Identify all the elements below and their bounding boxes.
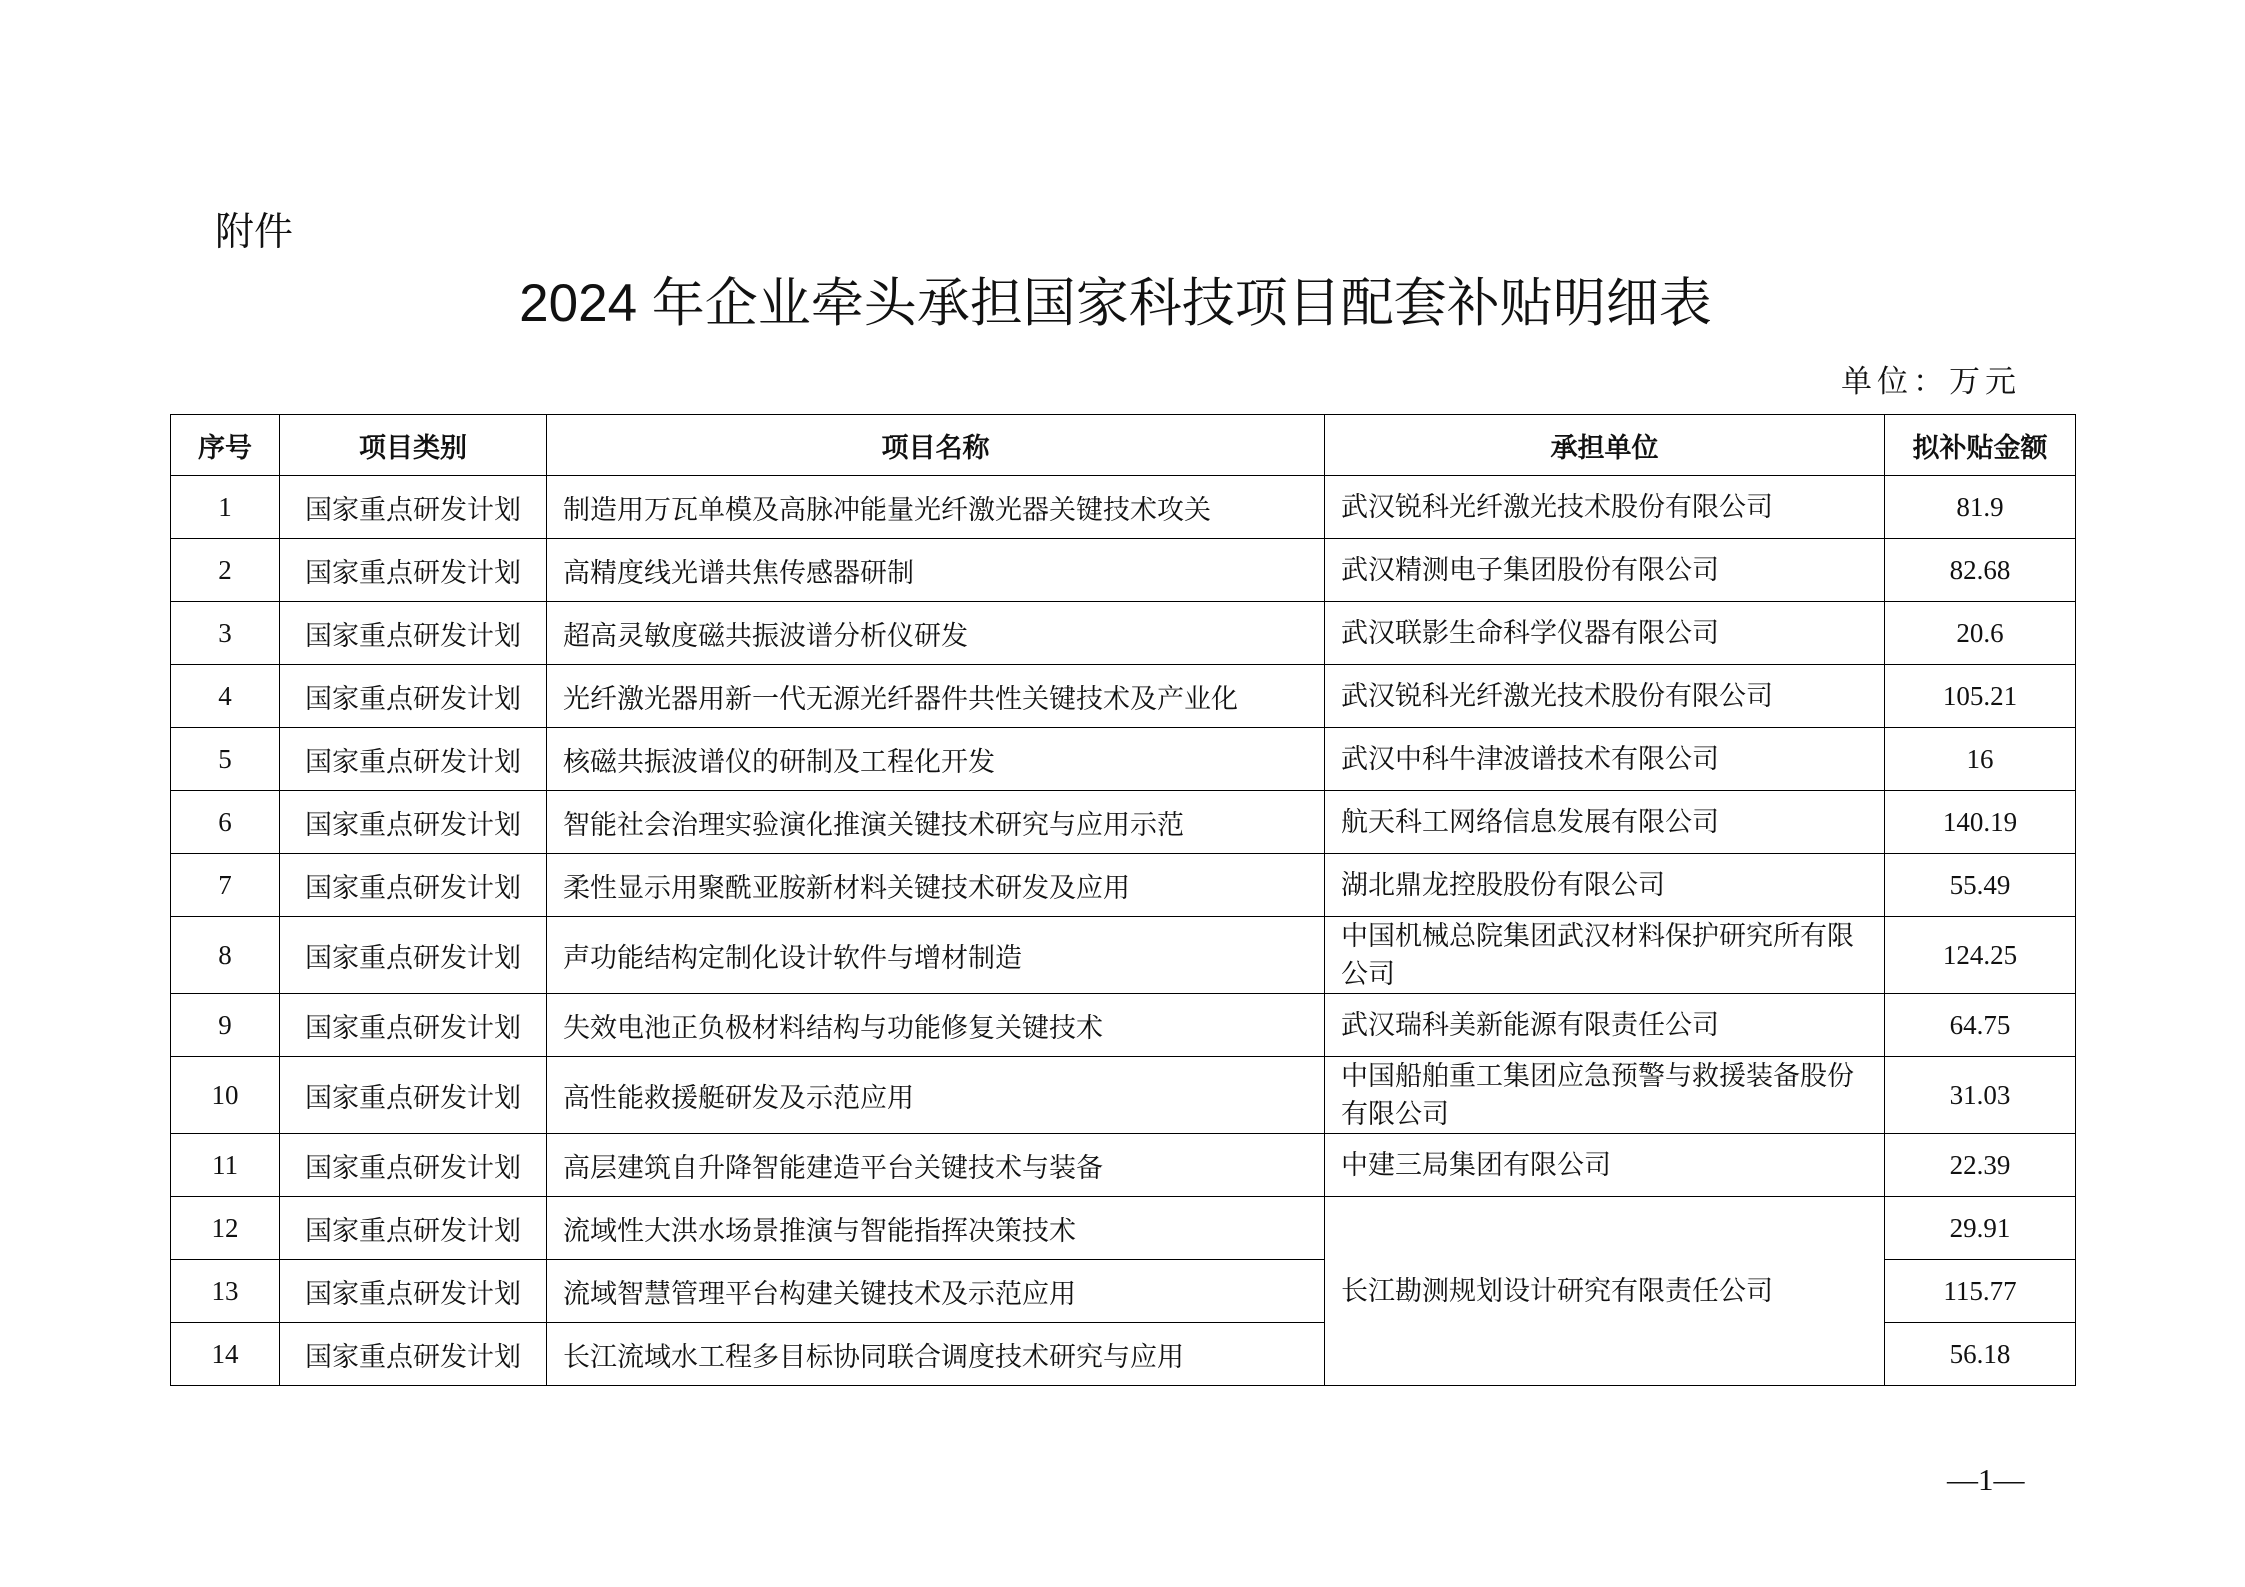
cell-serial-number: 12: [171, 1197, 280, 1260]
cell-project-category: 国家重点研发计划: [280, 1134, 547, 1197]
cell-subsidy-amount: 124.25: [1885, 917, 2076, 994]
cell-serial-number: 9: [171, 994, 280, 1057]
table-row: [171, 665, 2076, 728]
cell-undertaking-unit: [1325, 476, 1885, 539]
cell-serial-number: 5: [171, 728, 280, 791]
cell-project-name: 智能社会治理实验演化推演关键技术研究与应用示范: [547, 791, 1325, 854]
undertaking-unit-text: 中建三局集团有限公司: [1341, 1150, 1611, 1180]
undertaking-unit-text: 中国船舶重工集团应急预警与救援装备股份有限公司: [1341, 1061, 1854, 1129]
undertaking-unit-text: 武汉锐科光纤激光技术股份有限公司: [1341, 681, 1773, 711]
table-row: [171, 539, 2076, 602]
table-row: [171, 1134, 2076, 1197]
header-undertaking-unit: 承担单位: [1325, 415, 1885, 476]
cell-subsidy-amount: 31.03: [1885, 1057, 2076, 1134]
undertaking-unit-text: 航天科工网络信息发展有限公司: [1341, 807, 1719, 837]
cell-project-category: 国家重点研发计划: [280, 539, 547, 602]
cell-project-name: 柔性显示用聚酰亚胺新材料关键技术研发及应用: [547, 854, 1325, 917]
cell-subsidy-amount: 140.19: [1885, 791, 2076, 854]
cell-subsidy-amount: 20.6: [1885, 602, 2076, 665]
cell-serial-number: 1: [171, 476, 280, 539]
cell-project-category: 国家重点研发计划: [280, 602, 547, 665]
table-row: [171, 476, 2076, 539]
cell-undertaking-unit: [1325, 539, 1885, 602]
cell-serial-number: 7: [171, 854, 280, 917]
cell-subsidy-amount: 115.77: [1885, 1260, 2076, 1323]
cell-project-name: 核磁共振波谱仪的研制及工程化开发: [547, 728, 1325, 791]
cell-undertaking-unit: [1325, 791, 1885, 854]
table-row: [171, 1057, 2076, 1134]
cell-undertaking-unit: [1325, 1134, 1885, 1197]
undertaking-unit-text: 武汉中科牛津波谱技术有限公司: [1341, 744, 1719, 774]
currency-unit-label: 单位：万元: [1841, 364, 2021, 399]
cell-project-category: 国家重点研发计划: [280, 1260, 547, 1323]
undertaking-unit-text: 武汉联影生命科学仪器有限公司: [1341, 618, 1719, 648]
cell-project-name: 超高灵敏度磁共振波谱分析仪研发: [547, 602, 1325, 665]
table-row: [171, 917, 2076, 994]
cell-serial-number: 14: [171, 1323, 280, 1386]
cell-serial-number: 6: [171, 791, 280, 854]
cell-serial-number: 11: [171, 1134, 280, 1197]
cell-undertaking-unit: [1325, 1057, 1885, 1134]
table-row: [171, 728, 2076, 791]
cell-project-name: 失效电池正负极材料结构与功能修复关键技术: [547, 994, 1325, 1057]
cell-subsidy-amount: 56.18: [1885, 1323, 2076, 1386]
table-row: [171, 994, 2076, 1057]
cell-project-name: 高性能救援艇研发及示范应用: [547, 1057, 1325, 1134]
cell-serial-number: 10: [171, 1057, 280, 1134]
undertaking-unit-text: 湖北鼎龙控股股份有限公司: [1341, 870, 1665, 900]
table-row: [171, 791, 2076, 854]
cell-subsidy-amount: 29.91: [1885, 1197, 2076, 1260]
cell-project-name: 流域性大洪水场景推演与智能指挥决策技术: [547, 1197, 1325, 1260]
attachment-label: 附件: [215, 211, 294, 254]
cell-undertaking-unit-merged: [1325, 1197, 1885, 1386]
cell-project-name: 长江流域水工程多目标协同联合调度技术研究与应用: [547, 1323, 1325, 1386]
cell-project-category: 国家重点研发计划: [280, 476, 547, 539]
cell-project-name: 声功能结构定制化设计软件与增材制造: [547, 917, 1325, 994]
cell-subsidy-amount: 105.21: [1885, 665, 2076, 728]
cell-project-category: 国家重点研发计划: [280, 665, 547, 728]
cell-project-name: 制造用万瓦单模及高脉冲能量光纤激光器关键技术攻关: [547, 476, 1325, 539]
page-number: —1—: [1947, 1462, 2025, 1497]
cell-project-category: 国家重点研发计划: [280, 854, 547, 917]
cell-project-category: 国家重点研发计划: [280, 994, 547, 1057]
cell-project-category: 国家重点研发计划: [280, 1057, 547, 1134]
table-header-row: [171, 415, 2076, 476]
cell-undertaking-unit: [1325, 917, 1885, 994]
cell-serial-number: 4: [171, 665, 280, 728]
cell-subsidy-amount: 55.49: [1885, 854, 2076, 917]
undertaking-unit-text: 武汉锐科光纤激光技术股份有限公司: [1341, 492, 1773, 522]
undertaking-unit-text: 长江勘测规划设计研究有限责任公司: [1341, 1276, 1773, 1306]
cell-subsidy-amount: 16: [1885, 728, 2076, 791]
cell-undertaking-unit: [1325, 665, 1885, 728]
cell-project-category: 国家重点研发计划: [280, 1323, 547, 1386]
document-title: 2024 年企业牵头承担国家科技项目配套补贴明细表: [519, 274, 1712, 333]
cell-subsidy-amount: 82.68: [1885, 539, 2076, 602]
undertaking-unit-text: 中国机械总院集团武汉材料保护研究所有限公司: [1341, 921, 1854, 989]
cell-project-name: 光纤激光器用新一代无源光纤器件共性关键技术及产业化: [547, 665, 1325, 728]
cell-project-name: 流域智慧管理平台构建关键技术及示范应用: [547, 1260, 1325, 1323]
table-row: [171, 602, 2076, 665]
header-project-category: 项目类别: [280, 415, 547, 476]
cell-serial-number: 2: [171, 539, 280, 602]
cell-project-name: 高层建筑自升降智能建造平台关键技术与装备: [547, 1134, 1325, 1197]
cell-subsidy-amount: 22.39: [1885, 1134, 2076, 1197]
undertaking-unit-text: 武汉瑞科美新能源有限责任公司: [1341, 1010, 1719, 1040]
header-serial-number: 序号: [171, 415, 280, 476]
cell-project-category: 国家重点研发计划: [280, 917, 547, 994]
cell-serial-number: 13: [171, 1260, 280, 1323]
cell-serial-number: 3: [171, 602, 280, 665]
cell-subsidy-amount: 81.9: [1885, 476, 2076, 539]
cell-project-category: 国家重点研发计划: [280, 728, 547, 791]
cell-project-category: 国家重点研发计划: [280, 1197, 547, 1260]
cell-project-name: 高精度线光谱共焦传感器研制: [547, 539, 1325, 602]
table-row: [171, 854, 2076, 917]
cell-project-category: 国家重点研发计划: [280, 791, 547, 854]
cell-undertaking-unit: [1325, 994, 1885, 1057]
undertaking-unit-text: 武汉精测电子集团股份有限公司: [1341, 555, 1719, 585]
cell-serial-number: 8: [171, 917, 280, 994]
cell-undertaking-unit: [1325, 602, 1885, 665]
cell-undertaking-unit: [1325, 728, 1885, 791]
subsidy-detail-table: [170, 414, 2076, 1386]
header-subsidy-amount: 拟补贴金额: [1885, 415, 2076, 476]
header-project-name: 项目名称: [547, 415, 1325, 476]
cell-subsidy-amount: 64.75: [1885, 994, 2076, 1057]
cell-undertaking-unit: [1325, 854, 1885, 917]
table-row: [171, 1197, 2076, 1260]
